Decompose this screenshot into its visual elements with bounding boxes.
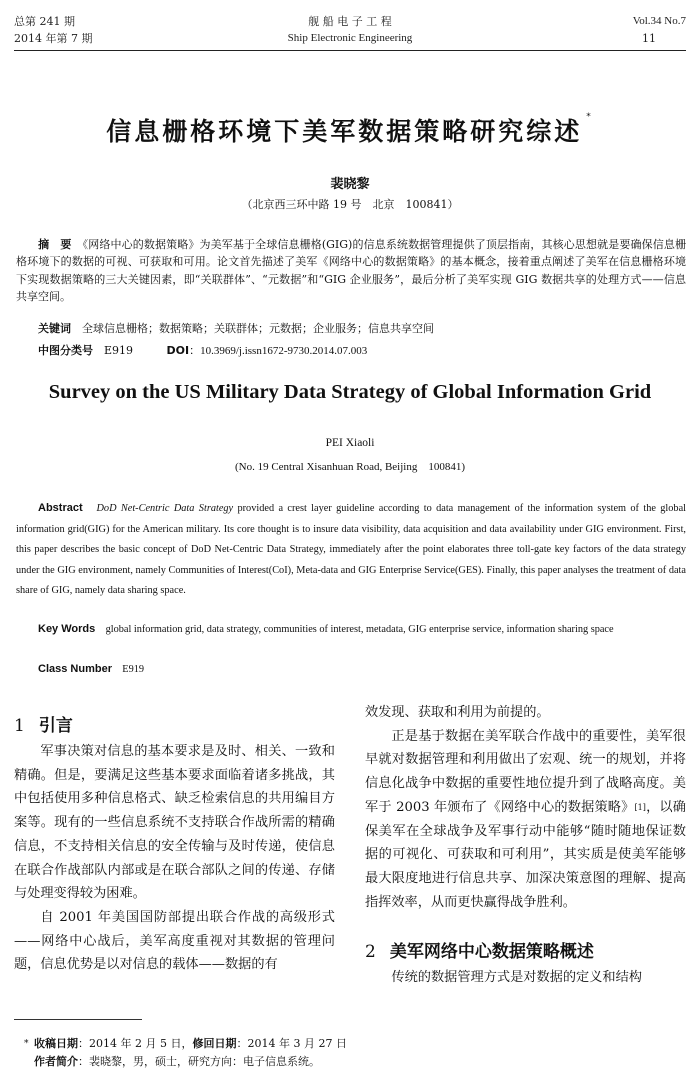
abstract-cn-text: 《网络中心的数据策略》为美军基于全球信息栅格(GIG)的信息系统数据管理提供了顶层指南，其核心思想就是要确保信息栅格环境下的数据的可视、可获取和可用。论文首先描述了美军《网络中心的数据策略》的基本概念，接着重点阐述了美军在信息栅格环境下实现数据策略的三大关键因素，即“关联群体”、“元数据”和“GIG 企业服务”，最后分析了美军实现 GIG 数据共享的处理方式——信息共享空间。: [16, 238, 687, 304]
keywords-cn: [16, 320, 686, 337]
journal-name: [0, 13, 700, 47]
col2-paragraph-pre: 正是基于数据在美军联合作战中的重要性，美军很早就对数据管理和利用做出了宏观、统一的规划，并将信息化战争中数据的重要性地位提升到了战略高度。美军于 2003 年颁布了《网络中心的数据策略》: [365, 728, 686, 815]
section-1-paragraph-2: 自 2001 年美国国防部提出联合作战的高级形式——网络中心战后，美军高度重视对其数据的管理问题，信息优势是以对信息的载体——数据的有: [14, 909, 335, 973]
class-cn-value: E919: [104, 344, 134, 357]
doi-label: DOI: [166, 344, 190, 357]
footnote: [24, 1035, 347, 1071]
paper-title-en: Survey on the US Military Data Strategy of Global Information Grid: [48, 381, 652, 403]
section-1-heading: [14, 711, 73, 736]
bio-label: 作者简介: [34, 1055, 78, 1068]
section-2-number: 2: [365, 942, 376, 962]
affiliation-en: (No. 19 Central Xisanhuan Road, Beijing 100841): [234, 461, 466, 473]
abstract-cn: [16, 236, 686, 306]
keywords-cn-text: 全球信息栅格；数据策略；关联群体；元数据；企业服务；信息共享空间: [82, 322, 434, 335]
col2-paragraph-post: ，以确保美军在全球战争及军事行动中能够“随时随地保证数据的可视化、可获取和可利用”，其实质是使美军能够最大限度地进行信息共享、加深决策意图的理解、提高指挥效率，从而更快赢得战争胜利。: [365, 799, 686, 910]
header-divider: [14, 50, 686, 51]
footnote-divider: [14, 1019, 142, 1020]
section-2-text: [365, 966, 686, 990]
section-1-title: 引言: [38, 716, 73, 736]
footnote-bio: [34, 1053, 347, 1071]
keywords-cn-label: 关键词: [38, 322, 71, 335]
citation-ref: [1]: [634, 802, 646, 812]
class-cn-label: 中图分类号: [38, 344, 93, 357]
author-cn: 裴晓黎: [330, 177, 370, 192]
title-footnote-marker: *: [586, 112, 594, 122]
volume-info: [633, 13, 686, 47]
revised-value: ：2014 年 3 月 27 日: [236, 1037, 347, 1050]
classnum-en: [16, 659, 686, 681]
classnum-en-label: Class Number: [38, 663, 112, 675]
volume-number: Vol.34 No.7: [632, 15, 686, 27]
revised-label: 修回日期: [192, 1037, 237, 1050]
col2-continuation-line: 效发现、获取和利用为前提的。: [365, 705, 550, 720]
section-1-number: 1: [14, 716, 25, 736]
col2-paragraph: [365, 725, 686, 915]
abstract-cn-label: 摘 要: [38, 238, 72, 251]
title-text-cn: 信息栅格环境下美军数据策略研究综述: [106, 117, 583, 146]
paper-title-cn: [0, 112, 700, 148]
bio-value: ：裴晓黎，男，硕士，研究方向：电子信息系统。: [78, 1055, 320, 1068]
section-1-paragraph-1: 军事决策对信息的基本要求是及时、相关、一致和精确。但是，要满足这些基本要求面临着诸多挑战，其中包括使用多种信息格式、缺乏检索信息的共用编目方案等。现有的一些信息系统不支持联合作战所需的精确信息，不支持相关信息的安全传输与及时传递，使信息在联合作战部队内部或是在联合部队之间的传递、存储与处理变得较为困难。: [14, 744, 335, 902]
total-issue: 总第 241 期: [14, 15, 75, 28]
footnote-marker: *: [24, 1039, 29, 1049]
page-number: 11: [642, 32, 656, 45]
abstract-en-title: DoD Net-Centric Data Strategy: [96, 503, 234, 514]
footnote-dates: [24, 1035, 347, 1053]
section-2-heading: [365, 937, 594, 962]
left-column-text: [14, 740, 335, 977]
journal-name-en: Ship Electronic Engineering: [287, 32, 413, 44]
doi-value: ：10.3969/j.issn1672-9730.2014.07.003: [189, 345, 368, 357]
year-issue: 2014 年第 7 期: [14, 32, 93, 45]
classification-cn: [16, 342, 686, 360]
keywords-en-text: global information grid, data strategy, communities of interest, metadata, GIG enterprise service, information sharing space: [105, 624, 614, 635]
author-en: PEI Xiaoli: [325, 437, 375, 449]
keywords-en-label: Key Words: [38, 623, 96, 635]
keywords-en: [16, 619, 686, 641]
received-label: 收稿日期: [34, 1037, 78, 1050]
abstract-en-label: Abstract: [38, 502, 83, 514]
abstract-en: [16, 498, 686, 602]
affiliation-cn: （北京西三环中路 19 号 北京 100841）: [241, 198, 459, 211]
section-2-title: 美军网络中心数据策略概述: [389, 942, 594, 962]
journal-name-cn: 舰 船 电 子 工 程: [308, 15, 392, 28]
received-value: ：2014 年 2 月 5 日，: [78, 1037, 193, 1050]
abstract-en-text: provided a crest layer guideline according to data management of the information system of the global information grid(GIG) for the American military. Its core thought is to insure data visibility, data acquisition and data availability under GIG environment. First, this paper describes the basic concept of DoD Net-Centric Data Strategy, immediately after the point elaborates three toll-gate key factors of the data strategy under the GIG environment, namely Communities of Interest(CoI), Meta-data and GIG Enterprise Service(GES). Finally, this paper analyses the treatment of data share of GIG, namely data sharing space.: [16, 503, 687, 596]
section-2-paragraph-1: 传统的数据管理方式是对数据的定义和结构: [391, 970, 642, 985]
classnum-en-value: E919: [122, 664, 145, 675]
right-column-text: [365, 701, 686, 914]
